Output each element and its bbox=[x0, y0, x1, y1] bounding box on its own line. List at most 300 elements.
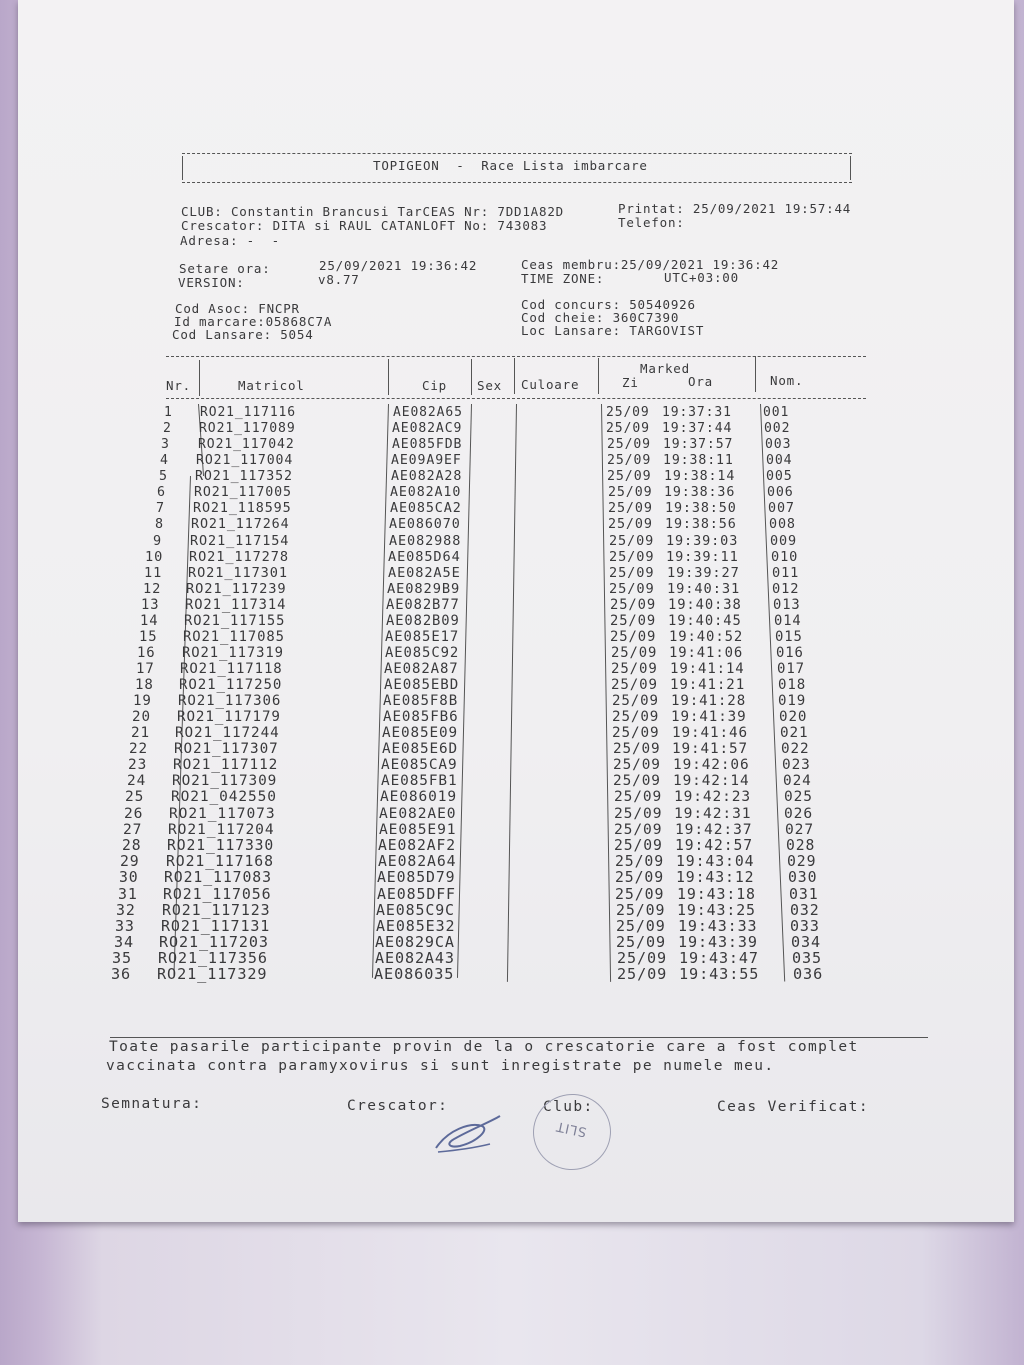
cell-cip: AE085E09 bbox=[382, 725, 459, 741]
cell-cip: AE085C9C bbox=[376, 901, 455, 919]
table-row bbox=[0, 581, 1024, 595]
cell-matricol: RO21_117154 bbox=[190, 533, 290, 549]
table-header-bottom-border bbox=[166, 398, 866, 399]
time-zone-value: UTC+03:00 bbox=[664, 270, 739, 285]
cell-ora: 19:42:06 bbox=[673, 757, 750, 773]
table-row bbox=[0, 933, 1024, 951]
cell-matricol: RO21_117083 bbox=[164, 869, 272, 886]
cell-nom: 006 bbox=[767, 485, 794, 500]
cell-ora: 19:37:57 bbox=[663, 437, 734, 452]
cell-nom: 013 bbox=[773, 597, 801, 613]
cell-ora: 19:42:14 bbox=[673, 773, 750, 789]
cell-zi: 25/09 bbox=[613, 741, 661, 757]
table-row bbox=[0, 421, 1024, 435]
cell-cip: AE085F8B bbox=[383, 693, 459, 709]
cell-ora: 19:39:27 bbox=[667, 565, 740, 581]
cell-nr: 36 bbox=[111, 965, 132, 983]
cell-matricol: RO21_117004 bbox=[196, 453, 294, 468]
cell-cip: AE082A64 bbox=[378, 853, 457, 870]
cell-nr: 35 bbox=[112, 949, 132, 967]
cell-matricol: RO21_117089 bbox=[199, 421, 296, 436]
footer-rule bbox=[110, 1037, 928, 1038]
cell-cip: AE085FB1 bbox=[381, 773, 458, 789]
cell-matricol: RO21_117307 bbox=[174, 741, 279, 757]
cell-nr: 4 bbox=[160, 453, 169, 468]
cell-zi: 25/09 bbox=[617, 949, 667, 967]
cell-nom: 015 bbox=[775, 629, 803, 645]
cell-cip: AE085E32 bbox=[376, 917, 456, 935]
table-row bbox=[0, 485, 1024, 499]
cell-ora: 19:42:57 bbox=[675, 837, 753, 854]
cell-zi: 25/09 bbox=[614, 805, 663, 822]
cell-cip: AE082AE0 bbox=[379, 805, 457, 822]
cell-cip: AE082A43 bbox=[375, 949, 455, 967]
cell-ora: 19:41:46 bbox=[672, 725, 749, 741]
cell-matricol: RO21_117319 bbox=[182, 645, 284, 661]
declaration-line-2: vaccinata contra paramyxovirus si sunt inregistrate pe numele meu. bbox=[106, 1058, 775, 1074]
cell-cip: AE085E17 bbox=[385, 629, 460, 645]
table-row bbox=[0, 517, 1024, 531]
cell-ora: 19:41:06 bbox=[669, 645, 744, 661]
table-row bbox=[0, 725, 1024, 739]
cell-nr: 29 bbox=[120, 853, 140, 870]
cell-ora: 19:43:25 bbox=[677, 901, 756, 919]
cell-nom: 009 bbox=[770, 533, 798, 549]
cell-nom: 003 bbox=[765, 437, 792, 452]
setare-ora-label: Setare ora: bbox=[179, 261, 271, 276]
cell-zi: 25/09 bbox=[613, 773, 661, 789]
cell-zi: 25/09 bbox=[609, 565, 655, 581]
table-row bbox=[0, 853, 1024, 870]
cell-nom: 022 bbox=[781, 741, 810, 757]
cell-zi: 25/09 bbox=[607, 453, 652, 468]
cell-ora: 19:42:37 bbox=[675, 821, 753, 838]
table-row bbox=[0, 597, 1024, 611]
table-row bbox=[0, 757, 1024, 771]
table-row bbox=[0, 565, 1024, 579]
col-header-marked: Marked bbox=[640, 361, 690, 376]
club-line: CLUB: Constantin Brancusi TarCEAS Nr: 7DD1A82D bbox=[181, 204, 564, 219]
cell-cip: AE082AF2 bbox=[378, 837, 456, 854]
cell-ora: 19:40:52 bbox=[669, 629, 744, 645]
cell-nom: 010 bbox=[771, 549, 799, 565]
col-header-nr: Nr. bbox=[166, 378, 191, 393]
cell-zi: 25/09 bbox=[607, 437, 651, 452]
cell-nom: 033 bbox=[790, 917, 820, 935]
cell-zi: 25/09 bbox=[609, 581, 655, 597]
cell-zi: 25/09 bbox=[610, 597, 657, 613]
table-row bbox=[0, 869, 1024, 886]
cell-matricol: RO21_118595 bbox=[193, 501, 292, 516]
cell-cip: AE082AC9 bbox=[392, 421, 463, 436]
table-row bbox=[0, 901, 1024, 919]
cell-nr: 14 bbox=[140, 613, 159, 629]
cell-nr: 19 bbox=[133, 693, 152, 709]
cell-nr: 25 bbox=[125, 789, 145, 805]
cell-nr: 33 bbox=[115, 917, 135, 935]
cell-nr: 13 bbox=[141, 597, 160, 613]
cell-nom: 016 bbox=[776, 645, 804, 661]
cell-nr: 18 bbox=[135, 677, 154, 693]
cell-zi: 25/09 bbox=[614, 821, 663, 838]
cell-matricol: RO21_117352 bbox=[195, 469, 293, 484]
col-divider-sex bbox=[514, 358, 515, 394]
cell-matricol: RO21_117042 bbox=[198, 437, 295, 452]
cell-nr: 32 bbox=[116, 901, 136, 919]
cell-nom: 036 bbox=[793, 965, 824, 983]
col-divider-culoare bbox=[598, 358, 599, 394]
cell-matricol: RO21_117073 bbox=[169, 805, 276, 822]
cell-ora: 19:43:18 bbox=[677, 885, 756, 903]
cell-matricol: RO21_117239 bbox=[186, 581, 287, 597]
cell-nr: 15 bbox=[139, 629, 158, 645]
loc-lansare-line: Loc Lansare: TARGOVIST bbox=[521, 323, 705, 338]
col-divider-matricol bbox=[388, 359, 389, 395]
cell-nr: 31 bbox=[118, 885, 138, 903]
cell-ora: 19:39:03 bbox=[666, 533, 739, 549]
cell-nom: 008 bbox=[769, 517, 796, 532]
col-header-culoare: Culoare bbox=[521, 377, 580, 392]
cell-nr: 9 bbox=[153, 533, 163, 549]
cell-zi: 25/09 bbox=[612, 709, 660, 725]
cell-nr: 34 bbox=[114, 933, 134, 951]
ceas-membru-line: Ceas membru:25/09/2021 19:36:42 bbox=[521, 257, 780, 272]
cell-zi: 25/09 bbox=[607, 469, 652, 484]
cell-cip: AE0829B9 bbox=[387, 581, 461, 597]
cell-nr: 3 bbox=[161, 437, 170, 452]
time-zone-label: TIME ZONE: bbox=[521, 271, 605, 286]
cell-cip: AE085DFF bbox=[377, 885, 456, 903]
cell-ora: 19:43:55 bbox=[679, 965, 760, 983]
cell-nom: 011 bbox=[772, 565, 800, 581]
cell-ora: 19:39:11 bbox=[666, 549, 739, 565]
cell-ora: 19:41:57 bbox=[672, 741, 749, 757]
cell-zi: 25/09 bbox=[606, 405, 650, 420]
club-stamp-seal bbox=[528, 1089, 616, 1175]
cell-zi: 25/09 bbox=[611, 677, 658, 693]
col-header-matricol: Matricol bbox=[238, 378, 305, 393]
cell-ora: 19:41:14 bbox=[670, 661, 745, 677]
version-label: VERSION: bbox=[178, 275, 245, 290]
cell-matricol: RO21_117131 bbox=[161, 917, 271, 935]
cell-cip: AE085D79 bbox=[377, 869, 456, 886]
setare-ora-value: 25/09/2021 19:36:42 bbox=[319, 258, 478, 273]
col-divider-nr bbox=[199, 360, 200, 396]
cell-ora: 19:43:04 bbox=[676, 853, 755, 870]
cell-ora: 19:38:56 bbox=[665, 517, 737, 532]
cell-cip: AE082B09 bbox=[386, 613, 460, 629]
cell-ora: 19:41:28 bbox=[671, 693, 747, 709]
cell-nom: 021 bbox=[780, 725, 809, 741]
table-row bbox=[0, 677, 1024, 691]
cell-zi: 25/09 bbox=[609, 533, 655, 549]
cell-matricol: RO21_117264 bbox=[191, 517, 290, 532]
declaration-line-1: Toate pasarile participante provin de la o crescatorie care a fost complet bbox=[109, 1039, 859, 1055]
table-row bbox=[0, 629, 1024, 643]
table-row bbox=[0, 613, 1024, 627]
cell-ora: 19:37:31 bbox=[662, 405, 732, 420]
cell-nr: 22 bbox=[129, 741, 149, 757]
table-row bbox=[0, 885, 1024, 903]
cell-matricol: RO21_117330 bbox=[167, 837, 275, 854]
table-row bbox=[0, 741, 1024, 755]
cell-matricol: RO21_117314 bbox=[185, 597, 287, 613]
cell-nom: 025 bbox=[784, 789, 813, 805]
cell-nom: 032 bbox=[790, 901, 820, 919]
table-row bbox=[0, 949, 1024, 967]
cell-nr: 21 bbox=[131, 725, 151, 741]
cell-ora: 19:38:11 bbox=[663, 453, 734, 468]
cell-nom: 029 bbox=[787, 853, 817, 870]
cell-cip: AE082A28 bbox=[391, 469, 463, 484]
cell-matricol: RO21_117278 bbox=[189, 549, 289, 565]
cell-nr: 24 bbox=[127, 773, 147, 789]
cell-ora: 19:38:50 bbox=[665, 501, 737, 516]
cell-nom: 019 bbox=[778, 693, 807, 709]
cell-cip: AE082B77 bbox=[386, 597, 460, 613]
table-row bbox=[0, 789, 1024, 803]
cod-concurs-line: Cod concurs: 50540926 bbox=[521, 297, 696, 312]
cell-nr: 6 bbox=[157, 485, 166, 500]
cell-matricol: RO21_117085 bbox=[183, 629, 285, 645]
cell-nom: 004 bbox=[766, 453, 793, 468]
cell-zi: 25/09 bbox=[608, 517, 653, 532]
cell-ora: 19:43:39 bbox=[678, 933, 758, 951]
cell-matricol: RO21_117168 bbox=[166, 853, 274, 870]
cell-ora: 19:38:36 bbox=[664, 485, 736, 500]
table-row bbox=[0, 917, 1024, 935]
cell-cip: AE085E6D bbox=[382, 741, 459, 757]
cell-cip: AE086070 bbox=[389, 517, 461, 532]
cell-ora: 19:40:31 bbox=[667, 581, 741, 597]
cell-matricol: RO21_117203 bbox=[159, 933, 269, 951]
cell-ora: 19:43:47 bbox=[679, 949, 759, 967]
cell-nr: 11 bbox=[144, 565, 163, 581]
cell-nom: 002 bbox=[764, 421, 791, 436]
col-header-zi: Zi bbox=[622, 375, 639, 390]
cell-zi: 25/09 bbox=[611, 645, 658, 661]
cell-matricol: RO21_117250 bbox=[179, 677, 283, 693]
cell-cip: AE082A5E bbox=[388, 565, 461, 581]
cell-matricol: RO21_117112 bbox=[173, 757, 279, 773]
printat-line: Printat: 25/09/2021 19:57:44 bbox=[618, 201, 852, 216]
cell-cip: AE09A9EF bbox=[391, 453, 462, 468]
cell-ora: 19:42:23 bbox=[674, 789, 752, 805]
cell-nom: 030 bbox=[788, 869, 818, 886]
col-header-nom: Nom. bbox=[770, 373, 804, 388]
cell-cip: AE086035 bbox=[374, 965, 455, 983]
cell-ora: 19:41:39 bbox=[671, 709, 747, 725]
cell-matricol: RO21_117244 bbox=[175, 725, 280, 741]
cell-nom: 014 bbox=[774, 613, 802, 629]
cell-cip: AE082A65 bbox=[393, 405, 463, 420]
cell-nr: 17 bbox=[136, 661, 155, 677]
cell-cip: AE086019 bbox=[380, 789, 458, 805]
cell-matricol: RO21_117179 bbox=[177, 709, 281, 725]
version-value: v8.77 bbox=[318, 272, 360, 287]
title-box-top-border bbox=[182, 153, 852, 154]
cell-zi: 25/09 bbox=[616, 917, 666, 935]
title-box-bottom-border bbox=[182, 182, 852, 183]
cell-matricol: RO21_117204 bbox=[168, 821, 275, 838]
cell-nom: 020 bbox=[779, 709, 808, 725]
col-header-sex: Sex bbox=[477, 378, 502, 393]
col-header-cip: Cip bbox=[422, 378, 447, 393]
cell-zi: 25/09 bbox=[612, 693, 659, 709]
cell-cip: AE082A10 bbox=[390, 485, 462, 500]
cell-matricol: RO21_117309 bbox=[172, 773, 278, 789]
cell-nr: 30 bbox=[119, 869, 139, 886]
cell-zi: 25/09 bbox=[610, 613, 657, 629]
cell-matricol: RO21_117329 bbox=[157, 965, 268, 983]
adresa-line: Adresa: - - bbox=[180, 233, 280, 248]
cell-matricol: RO21_042550 bbox=[171, 789, 277, 805]
id-marcare-line: Id marcare:05868C7A bbox=[174, 314, 333, 329]
title-box-right-border bbox=[850, 156, 851, 180]
cell-zi: 25/09 bbox=[615, 885, 665, 903]
table-row bbox=[0, 405, 1024, 419]
cod-asoc-line: Cod Asoc: FNCPR bbox=[175, 301, 300, 316]
table-row bbox=[0, 549, 1024, 563]
cell-nom: 007 bbox=[768, 501, 795, 516]
table-row bbox=[0, 805, 1024, 822]
cell-zi: 25/09 bbox=[615, 853, 665, 870]
cell-matricol: RO21_117056 bbox=[163, 885, 272, 903]
table-row bbox=[0, 453, 1024, 467]
table-row bbox=[0, 469, 1024, 483]
col-divider-marked bbox=[755, 356, 756, 392]
cell-nom: 012 bbox=[772, 581, 800, 597]
cell-matricol: RO21_117356 bbox=[158, 949, 268, 967]
cell-zi: 25/09 bbox=[608, 485, 653, 500]
table-row bbox=[0, 645, 1024, 659]
cell-ora: 19:43:12 bbox=[676, 869, 755, 886]
cell-zi: 25/09 bbox=[611, 661, 658, 677]
stamp-text: SLIT bbox=[554, 1117, 589, 1140]
table-row bbox=[0, 821, 1024, 838]
cell-zi: 25/09 bbox=[614, 789, 663, 805]
cell-cip: AE0829CA bbox=[375, 933, 455, 951]
cell-zi: 25/09 bbox=[616, 933, 666, 951]
crescator-line: Crescator: DITA si RAUL CATANLOFT No: 743083 bbox=[181, 218, 548, 233]
cell-nr: 2 bbox=[163, 421, 172, 436]
cell-nom: 018 bbox=[778, 677, 807, 693]
cell-ora: 19:38:14 bbox=[664, 469, 736, 484]
table-row bbox=[0, 837, 1024, 854]
cell-ora: 19:43:33 bbox=[678, 917, 758, 935]
cell-nr: 7 bbox=[156, 501, 165, 516]
col-header-ora: Ora bbox=[688, 374, 713, 389]
table-row bbox=[0, 965, 1024, 983]
cell-zi: 25/09 bbox=[608, 501, 653, 516]
cell-cip: AE085D64 bbox=[388, 549, 461, 565]
cell-matricol: RO21_117123 bbox=[162, 901, 271, 919]
cell-nom: 024 bbox=[783, 773, 812, 789]
cell-zi: 25/09 bbox=[613, 757, 661, 773]
cell-cip: AE085FDB bbox=[392, 437, 463, 452]
cell-matricol: RO21_117301 bbox=[188, 565, 288, 581]
semnatura-label: Semnatura: bbox=[101, 1096, 203, 1112]
cell-nr: 10 bbox=[145, 549, 164, 565]
cell-ora: 19:41:21 bbox=[670, 677, 746, 693]
cell-cip: AE085CA2 bbox=[390, 501, 462, 516]
table-row bbox=[0, 709, 1024, 723]
cell-matricol: RO21_117116 bbox=[200, 405, 296, 420]
table-row bbox=[0, 501, 1024, 515]
cell-nom: 027 bbox=[785, 821, 815, 838]
crescator-signature-label: Crescator: bbox=[347, 1098, 449, 1114]
table-header-top-border bbox=[166, 356, 866, 357]
cell-nom: 023 bbox=[782, 757, 811, 773]
cell-zi: 25/09 bbox=[616, 901, 666, 919]
table-row bbox=[0, 437, 1024, 451]
cell-cip: AE082A87 bbox=[384, 661, 459, 677]
cell-ora: 19:37:44 bbox=[662, 421, 733, 436]
cell-nom: 034 bbox=[791, 933, 821, 951]
cell-nr: 26 bbox=[124, 805, 144, 822]
cell-nr: 1 bbox=[164, 405, 173, 420]
cell-ora: 19:42:31 bbox=[674, 805, 752, 822]
cell-nom: 035 bbox=[792, 949, 822, 967]
cell-nom: 031 bbox=[789, 885, 819, 903]
cell-nr: 12 bbox=[143, 581, 162, 597]
cell-matricol: RO21_117155 bbox=[184, 613, 286, 629]
cell-cip: AE085CA9 bbox=[381, 757, 458, 773]
cell-ora: 19:40:45 bbox=[668, 613, 742, 629]
cell-cip: AE085FB6 bbox=[383, 709, 459, 725]
cell-nr: 8 bbox=[155, 517, 164, 532]
cell-nr: 28 bbox=[122, 837, 142, 854]
cell-cip: AE085E91 bbox=[379, 821, 457, 838]
cell-nr: 27 bbox=[123, 821, 143, 838]
cell-ora: 19:40:38 bbox=[668, 597, 742, 613]
cell-zi: 25/09 bbox=[615, 869, 665, 886]
document-title: TOPIGEON - Race Lista imbarcare bbox=[373, 158, 648, 173]
ceas-verificat-label: Ceas Verificat: bbox=[717, 1099, 869, 1115]
title-box-left-border bbox=[182, 156, 183, 180]
cell-nom: 017 bbox=[777, 661, 805, 677]
table-row bbox=[0, 533, 1024, 547]
cell-cip: AE082988 bbox=[389, 533, 462, 549]
table-row bbox=[0, 661, 1024, 675]
cod-cheie-line: Cod cheie: 360C7390 bbox=[521, 310, 680, 325]
cell-cip: AE085EBD bbox=[384, 677, 460, 693]
cell-zi: 25/09 bbox=[610, 629, 657, 645]
cell-nr: 20 bbox=[132, 709, 151, 725]
cell-nom: 026 bbox=[784, 805, 814, 822]
cell-zi: 25/09 bbox=[606, 421, 650, 436]
cell-zi: 25/09 bbox=[614, 837, 663, 854]
handwritten-signature bbox=[430, 1108, 510, 1158]
cell-nr: 16 bbox=[137, 645, 156, 661]
cell-zi: 25/09 bbox=[617, 965, 668, 983]
table-row bbox=[0, 773, 1024, 787]
table-row bbox=[0, 693, 1024, 707]
cell-cip: AE085C92 bbox=[385, 645, 460, 661]
cell-matricol: RO21_117005 bbox=[194, 485, 292, 500]
cell-nr: 5 bbox=[159, 469, 168, 484]
club-signature-label: Club: bbox=[543, 1099, 594, 1115]
cell-nom: 028 bbox=[786, 837, 816, 854]
col-divider-cip bbox=[471, 359, 472, 395]
cod-lansare-line: Cod Lansare: 5054 bbox=[172, 327, 314, 342]
cell-nr: 23 bbox=[128, 757, 148, 773]
cell-matricol: RO21_117118 bbox=[180, 661, 283, 677]
cell-nom: 005 bbox=[766, 469, 793, 484]
cell-zi: 25/09 bbox=[612, 725, 660, 741]
cell-nom: 001 bbox=[763, 405, 790, 420]
cell-matricol: RO21_117306 bbox=[178, 693, 282, 709]
